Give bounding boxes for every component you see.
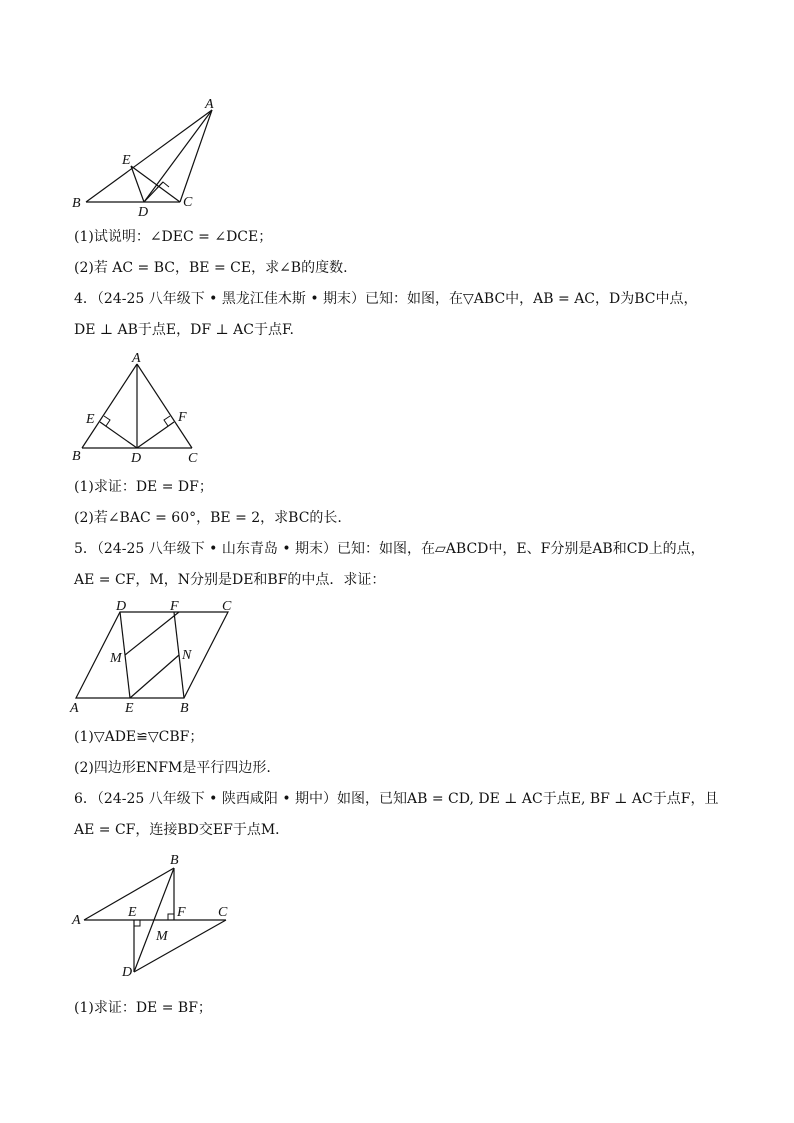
fig3-label-d: D: [116, 599, 127, 614]
problem6-stem-line1: 6．（24-25 八年级下 • 陕西咸阳 • 期中）如图，已知AB = CD, DE ⊥ AC于点E, BF ⊥ AC于点F，且: [74, 791, 719, 807]
fig1-label-d: D: [138, 205, 149, 220]
problem3-part1: (1)试说明：∠DEC = ∠DCE；: [74, 229, 273, 245]
fig3-label-m: M: [110, 651, 122, 666]
fig3-label-c: C: [222, 599, 232, 614]
fig1-label-e: E: [122, 153, 131, 168]
problem6-part1: (1)求证：DE = BF；: [74, 1000, 212, 1016]
problem5-stem-line2: AE = CF，M，N分别是DE和BF的中点．求证：: [74, 572, 386, 588]
fig4-label-d: D: [122, 965, 133, 980]
problem3-part2: (2)若 AC = BC，BE = CE，求∠B的度数.: [74, 260, 348, 276]
fig3-label-n: N: [182, 648, 192, 663]
fig3-label-f: F: [170, 599, 179, 614]
fig2-label-e: E: [86, 412, 95, 427]
fig4-label-m: M: [156, 929, 168, 944]
problem4-stem-line2: DE ⊥ AB于点E，DF ⊥ AC于点F.: [74, 322, 294, 338]
fig3-label-a: A: [70, 701, 79, 716]
fig2-label-b: B: [72, 449, 81, 464]
fig4-label-c: C: [218, 905, 228, 920]
fig4-label-e: E: [128, 905, 137, 920]
fig1-label-a: A: [205, 97, 214, 112]
problem4-part1: (1)求证：DE = DF；: [74, 479, 213, 495]
fig1-label-c: C: [183, 195, 193, 210]
problem4-part2: (2)若∠BAC = 60°，BE = 2，求BC的长.: [74, 510, 342, 526]
figure-problem6: [64, 848, 244, 983]
fig2-label-c: C: [188, 451, 198, 465]
problem4-stem-line1: 4．（24-25 八年级下 • 黑龙江佳木斯 • 期末）已知：如图，在▽ABC中，AB = AC，D为BC中点，: [74, 291, 698, 307]
fig4-label-a: A: [72, 913, 81, 928]
fig2-label-f: F: [178, 410, 187, 425]
problem6-stem-line2: AE = CF，连接BD交EF于点M．: [74, 822, 290, 838]
fig3-label-e: E: [125, 701, 134, 716]
problem5-part2: (2)四边形ENFM是平行四边形.: [74, 760, 271, 776]
figure-problem5: [66, 596, 246, 718]
fig2-label-a: A: [132, 351, 141, 366]
figure-problem3: [62, 92, 232, 222]
fig4-label-f: F: [177, 905, 186, 920]
fig3-label-b: B: [180, 701, 189, 716]
problem5-part1: (1)▽ADE≌▽CBF；: [74, 729, 204, 745]
figure-problem4: [64, 350, 214, 465]
problem5-stem-line1: 5．（24-25 八年级下 • 山东青岛 • 期末）已知：如图，在▱ABCD中，E、F分别是AB和CD上的点，: [74, 541, 705, 557]
fig1-label-b: B: [72, 196, 81, 211]
fig4-label-b: B: [170, 853, 179, 868]
fig2-label-d: D: [131, 451, 142, 465]
